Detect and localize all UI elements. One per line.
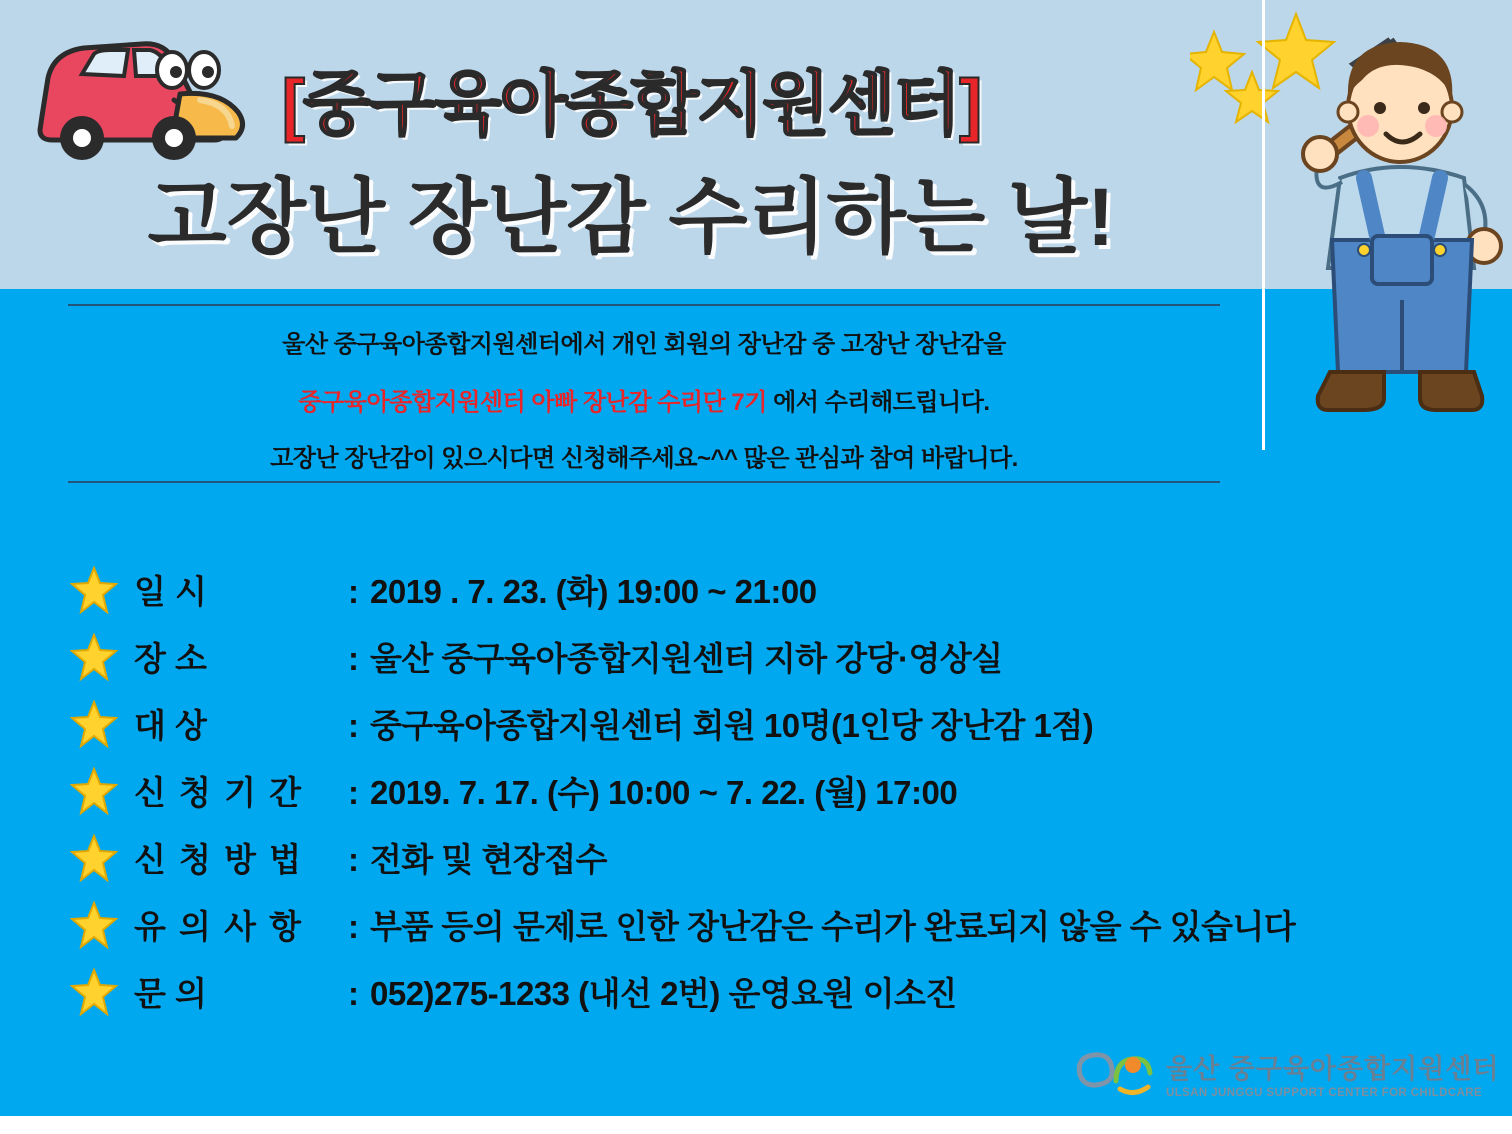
info-label: 대 상 (134, 707, 207, 744)
intro-line-3: 고장난 장난감이 있으시다면 신청해주세요~^^ 많은 관심과 참여 바랍니다. (270, 445, 1018, 472)
info-value: 울산 중구육아종합지원센터 지하 강당·영상실 (370, 640, 1003, 677)
page-title-bracket: [중구육아종합지원센터] (281, 65, 981, 143)
star-icon (70, 834, 118, 882)
star-icon (70, 901, 118, 949)
info-value: 중구육아종합지원센터 회원 10명(1인당 장난감 1점) (370, 707, 1094, 744)
star-icon (70, 700, 118, 748)
info-row-application-method: 신 청 방 법 : 전화 및 현장접수 (70, 824, 1450, 891)
intro-line-2-rest: 에서 수리해드립니다. (766, 389, 990, 416)
page-title-main: 고장난 장난감 수리하는 날! (147, 172, 1115, 263)
info-label: 장 소 (134, 640, 207, 677)
footer-logo-kr: 울산 중구육아종합지원센터 (1166, 1054, 1500, 1084)
star-icon (70, 767, 118, 815)
bottom-margin (0, 1116, 1512, 1134)
info-value: 부품 등의 문제로 인한 장난감은 수리가 완료되지 않을 수 있습니다 (370, 908, 1296, 945)
info-list (70, 556, 1450, 1025)
footer-logo-en: ULSAN JUNGGU SUPPORT CENTER FOR CHILDCARE (1166, 1087, 1483, 1099)
info-row-place: 장 소 : 울산 중구육아종합지원센터 지하 강당·영상실 (70, 623, 1450, 690)
header-divider (1262, 0, 1265, 450)
intro-divider-bottom (68, 481, 1220, 483)
childcare-center-logo-icon (1072, 1045, 1158, 1101)
info-row-datetime: 일 시 : 2019 . 7. 23. (화) 19:00 ~ 21:00 (70, 556, 1450, 623)
intro-divider-top (68, 304, 1220, 306)
info-value: 전화 및 현장접수 (370, 841, 607, 878)
info-value: 052)275-1233 (내선 2번) 운영요원 이소진 (370, 975, 957, 1012)
handyman-with-hammer-icon (1268, 0, 1512, 450)
info-value: 2019. 7. 17. (수) 10:00 ~ 7. 22. (월) 17:00 (370, 774, 958, 811)
info-row-notice: 유 의 사 항 : 부품 등의 문제로 인한 장난감은 수리가 완료되지 않을 수 있습니다 (70, 891, 1450, 958)
star-icon (70, 968, 118, 1016)
intro-highlight: 중구육아종합지원센터 아빠 장난감 수리단 7기 (298, 389, 767, 416)
info-label: 문 의 (134, 975, 207, 1012)
intro-line-1: 울산 중구육아종합지원센터에서 개인 회원의 장난감 중 고장난 장난감을 (282, 331, 1006, 358)
intro-line-2 (68, 382, 1220, 417)
intro-block (68, 300, 1220, 486)
info-label: 신 청 기 간 (134, 774, 304, 811)
star-icon (70, 633, 118, 681)
info-value: 2019 . 7. 23. (화) 19:00 ~ 21:00 (370, 573, 817, 610)
info-row-contact: 문 의 : 052)275-1233 (내선 2번) 운영요원 이소진 (70, 958, 1450, 1025)
info-row-target: 대 상 : 중구육아종합지원센터 회원 10명(1인당 장난감 1점) (70, 690, 1450, 757)
footer-logo (1072, 1042, 1500, 1104)
info-label: 일 시 (134, 573, 207, 610)
info-row-application-period: 신 청 기 간 : 2019. 7. 17. (수) 10:00 ~ 7. 22. (월) 17:00 (70, 757, 1450, 824)
info-label: 유 의 사 항 (134, 908, 304, 945)
info-label: 신 청 방 법 (134, 841, 304, 878)
footer-logo-text (1166, 1047, 1500, 1099)
star-icon (70, 566, 118, 614)
